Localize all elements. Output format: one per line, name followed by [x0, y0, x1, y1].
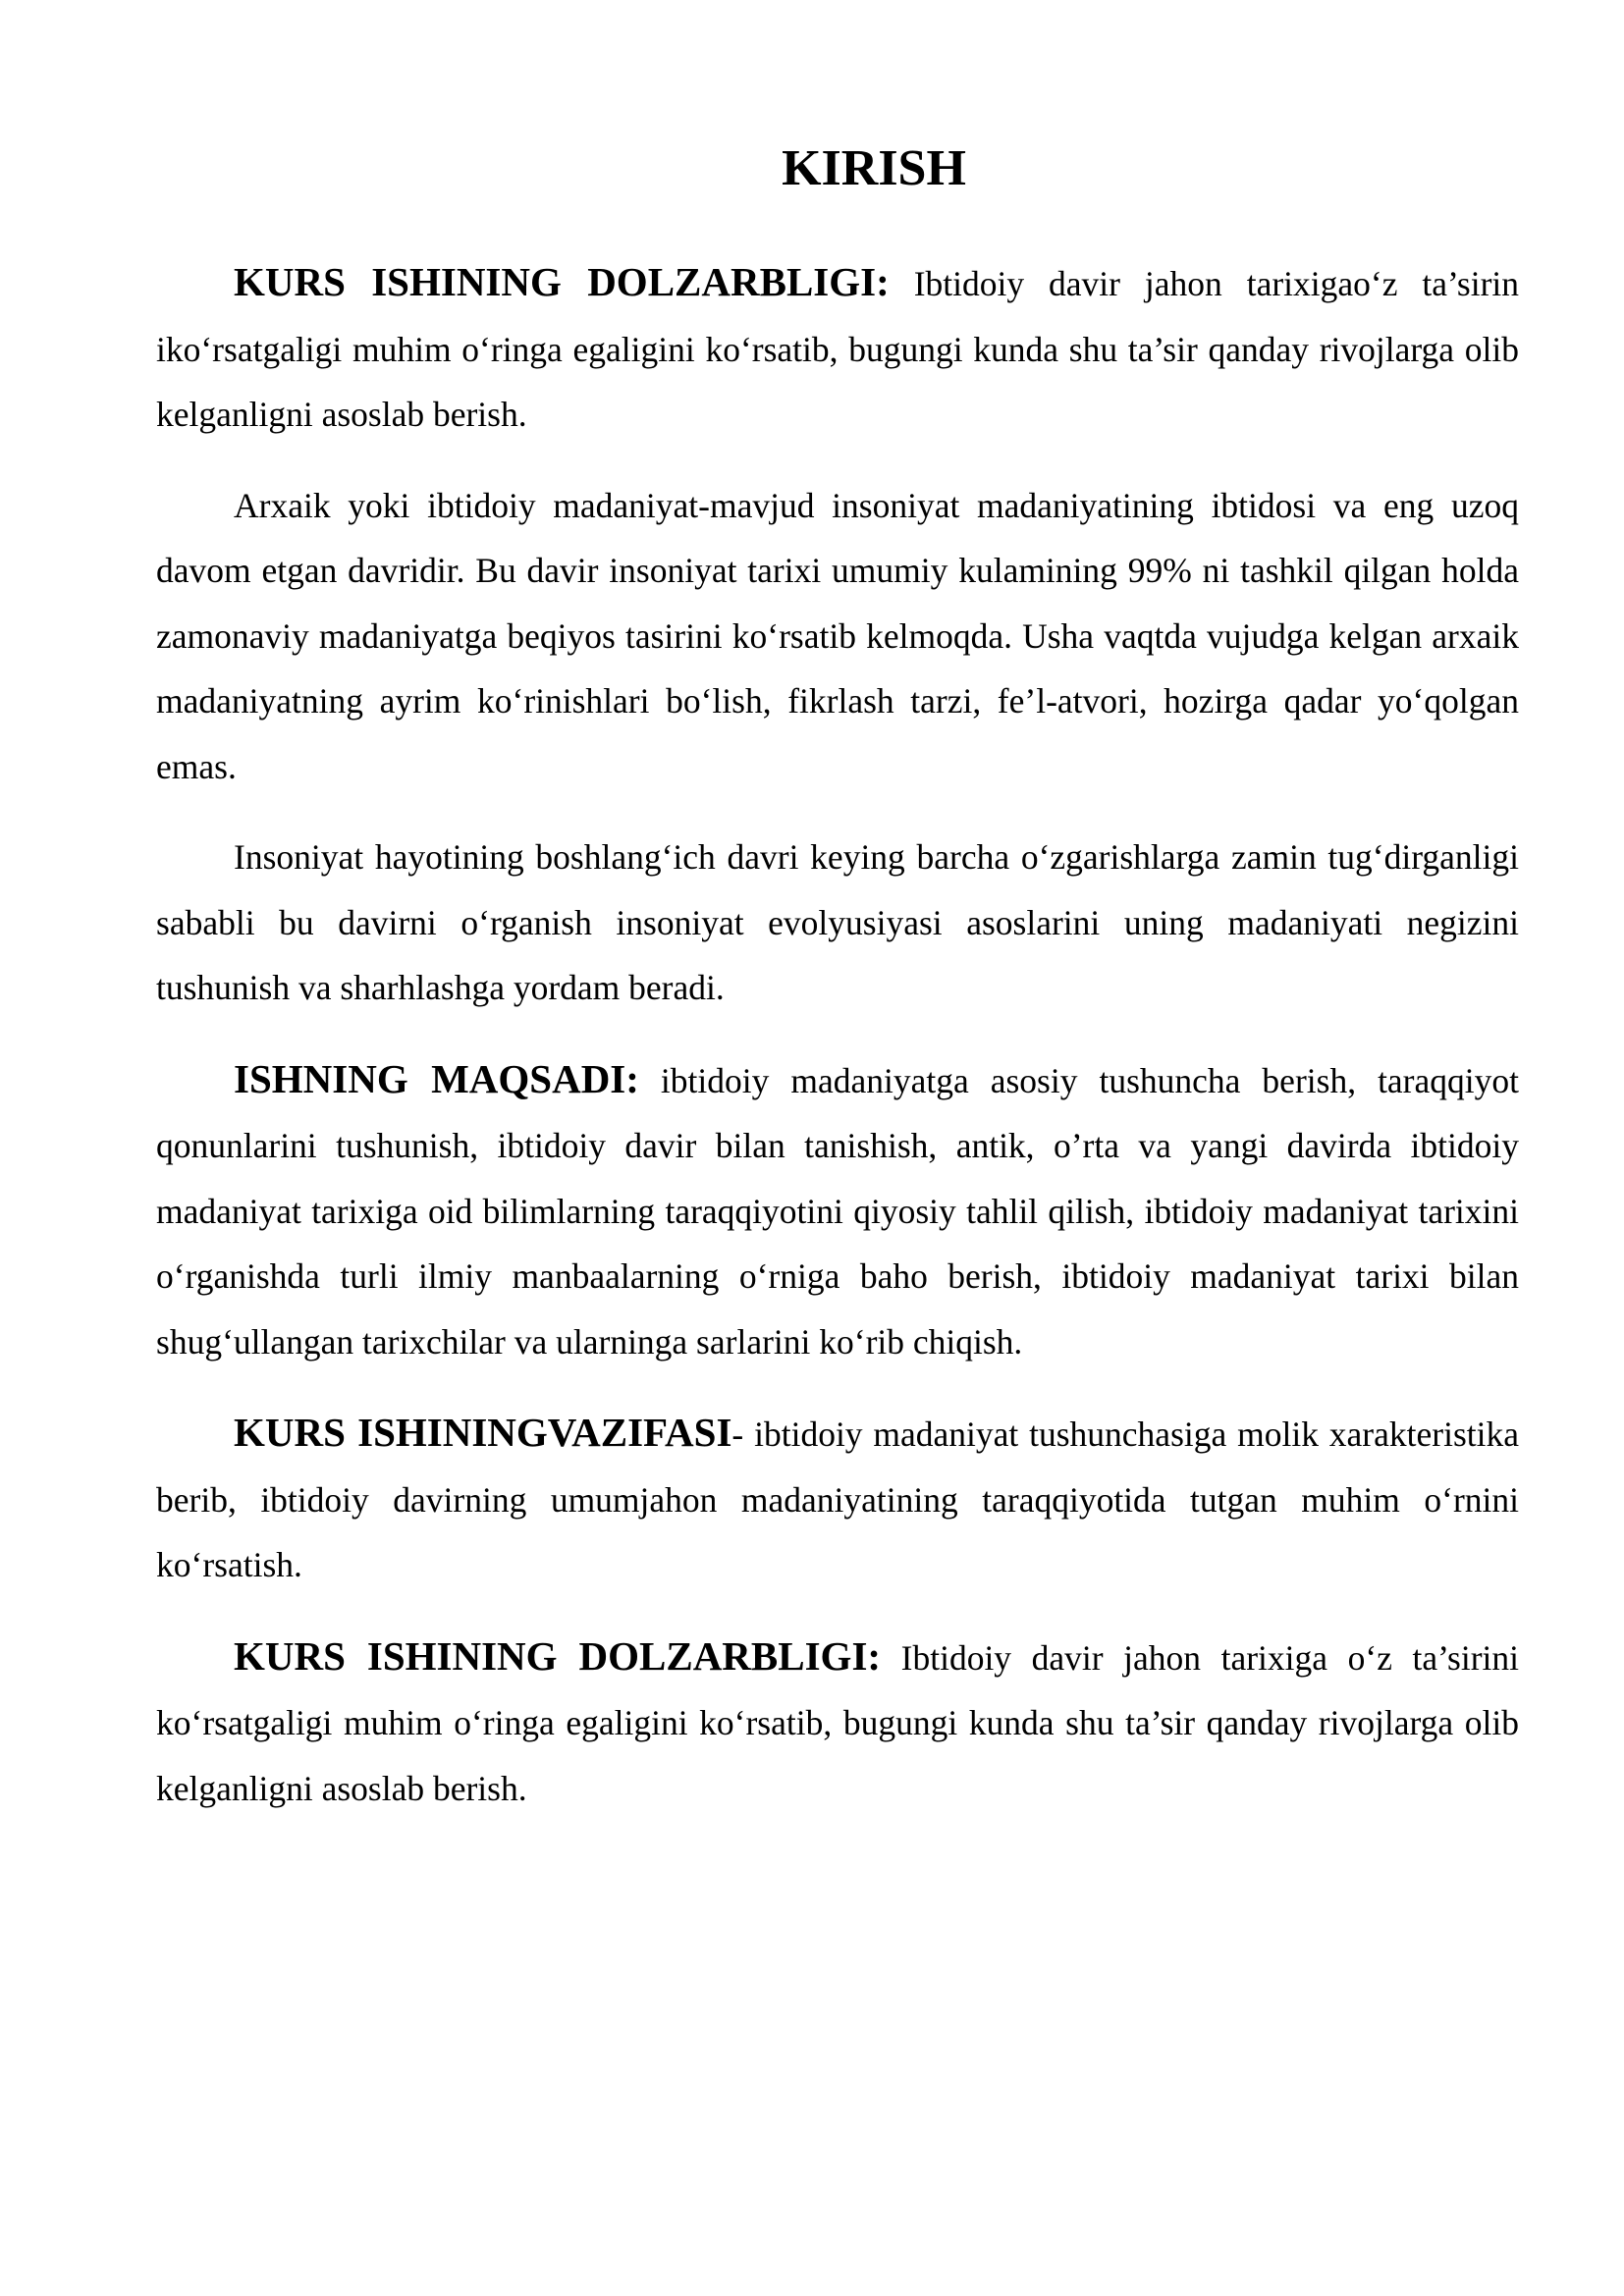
paragraph-text: - ibtidoiy madaniyat tushunchasiga molik xarakteristika berib, ibtidoiy davirning umumjahon madaniyatining taraqqiyotida tutgan muhim o‘rnini ko‘rsatish.: [156, 1415, 1519, 1584]
paragraph-text: Ibtidoiy davir jahon tarixiga o‘z ta’sirini ko‘rsatgaligi muhim o‘ringa egaligini ko‘rsatib, bugungi kunda shu ta’sir qanday rivojlarga olib kelganligni asoslab berish.: [156, 1637, 1519, 1808]
paragraph-text: Arxaik yoki ibtidoiy madaniyat-mavjud insoniyat madaniyatining ibtidosi va eng uzoq davom etgan davridir. Bu davir insoniyat tarixi umumiy kulamining 99% ni tashkil qilgan holda zamonaviy madaniyatga beqiyos tasirini ko‘rsatib kelmoqda. Usha vaqtda vujudga kelgan arxaik madaniyatning ayrim ko‘rinishlari bo‘lish, fikrlash tarzi, fe’l-atvori, hozirga qadar yo‘qolgan emas.: [156, 485, 1519, 786]
paragraph-goal: [156, 1046, 1519, 1375]
paragraph-task: [156, 1400, 1519, 1598]
paragraph-text: ibtidoiy madaniyatga asosiy tushuncha berish, taraqqiyot qonunlarini tushunish, ibtidoiy davir bilan tanishish, antik, o’rta va yangi davirda ibtidoiy madaniyat tarixiga oid bilimlarning taraqqiyotini qiyosiy tahlil qilish, ibtidoiy madaniyat tarixini o‘rganishda turli ilmiy manbaalarning o‘rniga baho berish, ibtidoiy madaniyat tarixi bilan shug‘ullangan tarixchilar va ularninga sarlarini ko‘rib chiqish.: [156, 1060, 1519, 1362]
paragraph-text: Ibtidoiy davir jahon tarixigao‘z ta’sirin iko‘rsatgaligi muhim o‘ringa egaligini ko‘rsatib, bugungi kunda shu ta’sir qanday rivojlarga olib kelganligni asoslab berish.: [156, 264, 1520, 434]
paragraph-archaic-culture: [156, 473, 1519, 800]
paragraph-heading: KURS ISHININGVAZIFASI: [234, 1410, 732, 1455]
paragraph-initial-period: [156, 825, 1519, 1021]
paragraph-heading: KURS ISHINING DOLZARBLIGI:: [234, 1632, 882, 1679]
paragraph-relevance-repeat: [156, 1624, 1519, 1822]
paragraph-heading: KURS ISHINING DOLZARBLIGI:: [234, 259, 890, 304]
paragraph-relevance: [156, 249, 1519, 448]
paragraph-text: Insoniyat hayotining boshlang‘ich davri keying barcha o‘zgarishlarga zamin tug‘dirganligi sababli bu davirni o‘rganish insoniyat evolyusiyasi asoslarini uning madaniyati negizini tushunish va sharhlashga yordam beradi.: [156, 837, 1519, 1007]
page-title: KIRISH: [782, 140, 966, 196]
paragraph-heading: ISHNING MAQSADI:: [234, 1055, 639, 1101]
document-body: [156, 249, 1519, 1846]
